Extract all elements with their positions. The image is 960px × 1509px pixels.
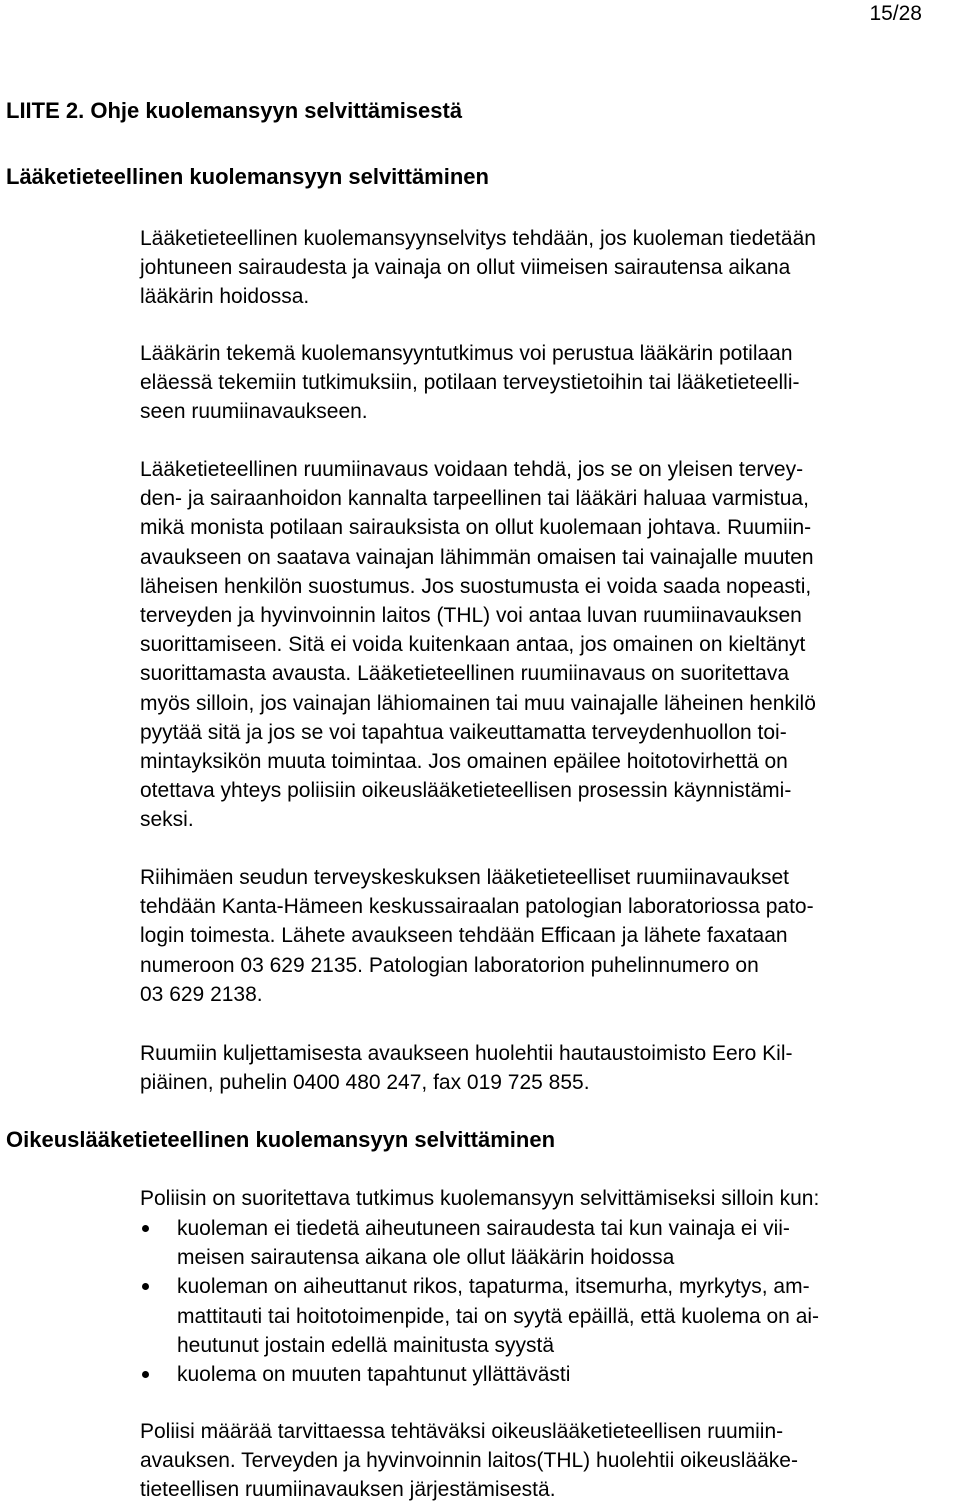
paragraph-definition bbox=[140, 224, 960, 312]
section-heading-medical: Lääketieteellinen kuolemansyyn selvittäminen bbox=[6, 164, 489, 189]
section-heading-forensic: Oikeuslääketieteellinen kuolemansyyn selvittäminen bbox=[6, 1127, 556, 1152]
text-line: avauksen. Terveyden ja hyvinvoinnin laitos(THL) huolehtii oikeuslääke- bbox=[140, 1449, 798, 1473]
text-line: piäinen, puhelin 0400 480 247, fax 019 725 855. bbox=[140, 1071, 590, 1095]
text-line: login toimesta. Lähete avaukseen tehdään Efficaan ja lähete faxataan bbox=[140, 924, 788, 948]
text-line: den- ja sairaanhoidon kannalta tarpeellinen tai lääkäri haluaa varmistua, bbox=[140, 487, 809, 511]
text-line: terveyden ja hyvinvoinnin laitos (THL) voi antaa luvan ruumiinavauksen bbox=[140, 604, 802, 628]
paragraph-police-intro bbox=[140, 1184, 960, 1213]
page-number: 15/28 bbox=[869, 2, 922, 25]
text-line: mintayksikön muuta toimintaa. Jos omainen epäilee hoitotovirhettä on bbox=[140, 750, 788, 774]
bullet-icon bbox=[142, 1225, 149, 1232]
text-line: lääkärin hoidossa. bbox=[140, 285, 310, 309]
text-line: pyytää sitä ja jos se voi tapahtua vaikeuttamatta terveydenhuollon toi- bbox=[140, 720, 787, 744]
bullet-icon bbox=[142, 1283, 149, 1290]
text-line: 03 629 2138. bbox=[140, 982, 263, 1006]
text-line: meisen sairautensa aikana ole ollut lääkärin hoidossa bbox=[177, 1246, 675, 1270]
text-line: tehdään Kanta-Hämeen keskussairaalan patologian laboratoriossa pato- bbox=[140, 895, 814, 919]
conditions-list bbox=[140, 1214, 960, 1389]
text-line: kuoleman on aiheuttanut rikos, tapaturma, itsemurha, myrkytys, am- bbox=[177, 1275, 810, 1299]
text-line: Ruumiin kuljettamisesta avaukseen huolehtii hautaustoimisto Eero Kil- bbox=[140, 1042, 793, 1065]
text-line: heutunut jostain edellä mainitusta syystä bbox=[177, 1333, 555, 1357]
text-line: mattitauti tai hoitotoimenpide, tai on syytä epäillä, että kuolema on ai- bbox=[177, 1304, 820, 1328]
text-line: seksi. bbox=[140, 808, 194, 832]
text-line: mikä monista potilaan sairauksista on ollut kuolemaan johtava. Ruumiin- bbox=[140, 516, 812, 540]
paragraph-doctor-examination bbox=[140, 339, 960, 427]
list-item bbox=[140, 1214, 960, 1272]
paragraph-autopsy bbox=[140, 455, 960, 835]
text-line: Poliisi määrää tarvittaessa tehtäväksi oikeuslääketieteellisen ruumiin- bbox=[140, 1420, 784, 1443]
text-line: Lääketieteellinen ruumiinavaus voidaan tehdä, jos se on yleisen tervey- bbox=[140, 458, 804, 481]
text-line: Poliisin on suoritettava tutkimus kuolemansyyn selvittämiseksi silloin kun: bbox=[140, 1187, 820, 1210]
text-line: kuoleman ei tiedetä aiheutuneen sairaudesta tai kun vainaja ei vii- bbox=[177, 1217, 790, 1240]
text-line: avaukseen on saatava vainajan lähimmän omaisen tai vainajalle muuten bbox=[140, 545, 814, 569]
text-line: johtuneen sairaudesta ja vainaja on ollut viimeisen sairautensa aikana bbox=[140, 256, 791, 280]
text-line: kuolema on muuten tapahtunut yllättävästi bbox=[177, 1363, 571, 1387]
text-line: Riihimäen seudun terveyskeskuksen lääketieteelliset ruumiinavaukset bbox=[140, 866, 790, 889]
text-line: numeroon 03 629 2135. Patologian laboratorion puhelinnumero on bbox=[140, 953, 759, 977]
text-line: tieteellisen ruumiinavauksen järjestämisestä. bbox=[140, 1478, 556, 1502]
paragraph-riihimaki-autopsies bbox=[140, 863, 960, 1009]
paragraph-transport bbox=[140, 1039, 960, 1097]
paragraph-police-closing bbox=[140, 1417, 960, 1505]
list-item bbox=[140, 1272, 960, 1360]
text-line: läheisen henkilön suostumus. Jos suostumusta ei voida saada nopeasti, bbox=[140, 574, 812, 598]
document-title: LIITE 2. Ohje kuolemansyyn selvittämisestä bbox=[6, 98, 463, 123]
list-item bbox=[140, 1360, 960, 1389]
text-line: otettava yhteys poliisiin oikeuslääketieteellisen prosessin käynnistämi- bbox=[140, 779, 792, 803]
text-line: seen ruumiinavaukseen. bbox=[140, 400, 368, 424]
text-line: myös silloin, jos vainajan lähiomainen tai muu vainajalle läheinen henkilö bbox=[140, 691, 816, 715]
bullet-icon bbox=[142, 1371, 149, 1378]
text-line: suorittamiseen. Sitä ei voida kuitenkaan antaa, jos omainen on kieltänyt bbox=[140, 633, 806, 657]
text-line: suorittamasta avausta. Lääketieteellinen ruumiinavaus on suoritettava bbox=[140, 662, 790, 686]
text-line: eläessä tekemiin tutkimuksiin, potilaan terveystietoihin tai lääketieteelli- bbox=[140, 371, 800, 395]
text-line: Lääkärin tekemä kuolemansyyntutkimus voi perustua lääkärin potilaan bbox=[140, 342, 793, 365]
text-line: Lääketieteellinen kuolemansyynselvitys tehdään, jos kuoleman tiedetään bbox=[140, 227, 816, 250]
